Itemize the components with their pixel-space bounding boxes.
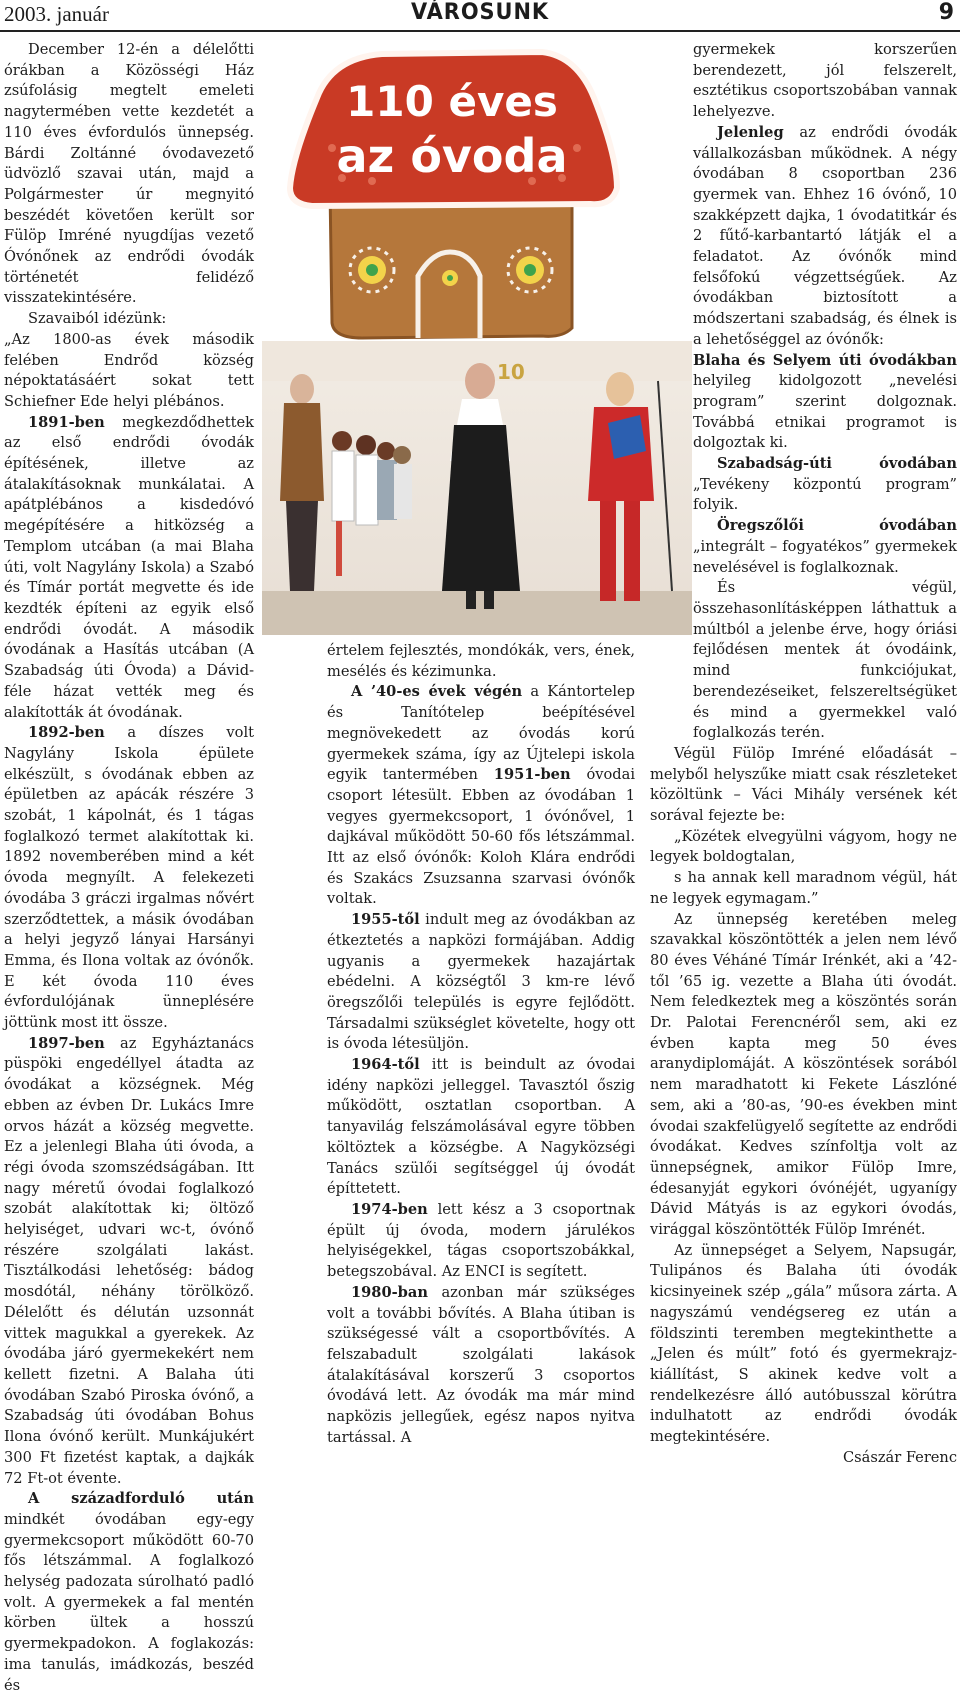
paragraph-text: azonban már szükséges volt a további bővítés. A Blaha útiban is szükségessé vált a csoportbővítés. A felszabadult szolgálati lakások átalakításával korszerű 3 csoportos óvodává lett. Az óvodák ma már mind napközis jellegűek, egész napos nyitva tartással. A	[327, 1283, 635, 1446]
paragraph: értelem fejlesztés, mondókák, vers, ének, mesélés és kézimunka.	[327, 642, 635, 680]
paragraph-text: a díszes volt Nagylány Iskola épülete elkészült, s óvodának ebben az épületben az apácák részére 3 szobát, 1 kápolnát, és 1 tágas foglalkozó termet alakítottak ki. 1892 novemberében mind a két óvoda megnyílt. A felekezeti óvodába 3 gráczi irgalmas nővért szerződtettek, a másik óvodában a helyi jegyző lányai Harsányi Emma, és Ilona voltak az óvónők. E két óvoda 110 éves évfordulójának ünneplésére jöttünk most itt össze.	[4, 724, 254, 1032]
year-highlight: 1964-től	[351, 1056, 420, 1074]
banner-digits: 10	[497, 360, 525, 384]
paragraph-text: itt is beindult az óvodai idény napközi jelleggel. Tavasztól őszig működött, osztatlan csoportban. A tanyavilág felszámolásával egyre többen költöztek a községbe. A Nagyközségi Tanács szülői segítséggel új óvodát építtetett.	[327, 1056, 635, 1198]
ceremony-photo	[262, 341, 692, 635]
year-highlight: 1974-ben	[351, 1200, 428, 1218]
paragraph-text: „integrált – fogyatékos” gyermekek nevelésével is foglalkoznak.	[693, 537, 957, 576]
page-header	[0, 0, 960, 30]
newspaper-title: VÁROSUNK	[410, 0, 550, 25]
year-highlight: 1980-ban	[351, 1283, 428, 1301]
paragraph	[4, 1489, 254, 1696]
paragraph	[4, 413, 254, 724]
poem-line: „Közétek elvegyülni vágyom, hogy ne legyek boldogtalan,	[650, 827, 957, 866]
paragraph	[4, 723, 254, 1034]
year-highlight: A századforduló után	[28, 1490, 254, 1508]
paragraph	[327, 1200, 635, 1283]
year-highlight: 1891-ben	[28, 413, 105, 431]
paragraph	[693, 123, 957, 351]
year-highlight: A ’40-es évek végén	[351, 683, 523, 701]
year-highlight: 1892-ben	[28, 724, 105, 742]
page-number: 9	[938, 0, 954, 25]
paragraph-text: helyileg kidolgozott „nevelési program” szerint dolgoznak. Továbbá etnikai programot is dolgoztak ki.	[693, 372, 957, 452]
kindergarten-highlight: Öregszőlői óvodában	[717, 517, 957, 535]
paragraph: Végül Fülöp Imréné előadását – melyből helyszűke miatt csak részleteket közöltünk – Váci Mihály versének két sorával fejezte be:	[650, 744, 957, 825]
article-column-1	[4, 40, 254, 1694]
paragraph: „Az 1800-as évek második felében Endrőd község népoktatásáért sokat tett Schiefner Ede helyi plébános.	[4, 330, 254, 410]
paragraph-text: az endrődi óvodák vállalkozásban működnek. A négy óvodában 8 csoportban 236 gyermek van. Ehhez 16 óvónő, 10 szakképzett dajka, 1 óvodatitkár és 2 fűtő-karbantartó látják el a feladatot. Az óvónők mind felsőfokú végzettségűek. Az óvodákban biztosított a módszertani szabadság, és élnek is a lehetőséggel az óvónők:	[693, 123, 957, 348]
author-signature: Császár Ferenc	[843, 1448, 957, 1466]
paragraph-text: indult meg az óvodákban az étkeztetés a napközi formájában. Addig ugyanis a gyermekek hazajártak ebédelni. A községtől 3 km-re lévő öregszőlői település is egyre fejlődött. Társadalmi szükséglet követelte, hogy ott is óvoda létesüljön.	[327, 911, 635, 1053]
kindergarten-highlight: Blaha és Selyem úti óvodákban	[693, 351, 957, 369]
gingerbread-house-image	[272, 38, 630, 343]
paragraph	[693, 351, 957, 455]
paragraph-text: lett kész a 3 csoportnak épült új óvoda, modern járulékos helyiségekkel, tágas csoportszobákkal, betegszobával. Az ENCI is segített.	[327, 1200, 635, 1281]
paragraph	[327, 1055, 635, 1200]
gingerbread-text-line2: az óvoda	[336, 129, 568, 183]
year-highlight: 1955-től	[351, 911, 420, 929]
paragraph: Az ünnepséget a Selyem, Napsugár, Tulipános és Balaha úti óvodák kicsinyeinek szép „gála” műsora zárta. A nagyszámú vendégsereg ez után a földszinti teremben megtekinthette a „Jelen és múlt” fotó és gyermekrajz-kiállítást, S akinek kedve volt a rendelkezésre álló autóbusszal körútra indulhatott az endrődi óvodák megtekintésére.	[650, 1241, 957, 1446]
year-highlight: 1897-ben	[28, 1034, 105, 1052]
paragraph-text: az Egyháztanács püspöki engedéllyel átadta az óvodákat a községnek. Még ebben az évben Dr. Lukács Imre orvos házát a község megvette. Ez a jelenlegi Blaha úti óvoda, a régi óvoda szomszédságában. Itt nagy méretű óvodai foglalkozó szobát alakítottak ki; öltöző helyiséget, udvari wc-t, óvónő részére szolgálati lakást. Tisztálkodási lehetőség: bádog mosdótál, néhány törölköző. Délelőtt és délután uzsonnát vittek magukkal a gyerekek. Az óvodába járó gyermekekért nem kellett fizetni. A Balaha úti óvodában Szabó Piroska óvónő, a Szabadság úti óvodában Bohus Ilona óvónő került. Munkájukért 300 Ft fizetést kaptak, a dajkák 72 Ft-ot évente.	[4, 1034, 254, 1487]
issue-date: 2003. január	[4, 2, 109, 26]
paragraph	[693, 454, 957, 516]
paragraph	[327, 1283, 635, 1449]
paragraph: December 12-én a délelőtti órákban a Közösségi Ház zsúfolásig megtelt emeleti nagytermében vette kezdetét a 110 éves évfordulós ünnepség. Bárdi Zoltánné óvodavezető üdvözlő szavai után, majd a Polgármester úr megnyitó beszédét követően került sor Fülöp Imréné nyugdíjas vezető Óvónőnek az endrődi óvodák történetét felidéző visszatekintésére.	[4, 41, 254, 307]
paragraph: Szavaiból idézünk:	[28, 310, 167, 328]
paragraph	[327, 910, 635, 1055]
paragraph	[327, 682, 635, 910]
year-highlight: Jelenleg	[717, 123, 784, 141]
article-column-2	[327, 641, 635, 1446]
kindergarten-highlight: Szabadság-úti óvodában	[717, 455, 957, 473]
header-rule	[0, 30, 960, 32]
paragraph	[693, 516, 957, 578]
gingerbread-text-line1: 110 éves	[346, 77, 558, 126]
paragraph-text: „Tevékeny központú program” folyik.	[693, 475, 957, 514]
year-highlight: 1951-ben	[493, 766, 571, 784]
paragraph-text: megkezdődhettek az első endrődi óvodák építésének, illetve az átalakításoknak munkálatai. A apátplébános a kisdedóvó megépítésére a hitközség a Templom utcában (a mai Blaha úti, volt Nagylány Iskola) a Szabó és Tímár portát megvette és ide kezdték építeni az egyik első endrődi óvodát. A második óvodának a Hasítás utcában (A Szabadság úti Óvoda) a Dávid-féle házat vették meg és alakították át óvodának.	[4, 413, 254, 721]
paragraph	[4, 1034, 254, 1489]
paragraph-text: a Kántortelep és Tanítótelep beépítésével megnövekedett az óvodás korú gyermekek száma, így az Újtelepi iskola egyik tantermében	[327, 683, 635, 784]
paragraph-text: óvodai csoport létesült. Ebben az óvodában 1 vegyes gyermekcsoport, 1 óvónővel, 1 dajkával működött 50-60 fős létszámmal. Itt az első óvónők: Koloh Klára endrődi és Szakács Zsuzsanna szarvasi óvónők voltak.	[327, 766, 635, 908]
paragraph: És végül, összehasonlításképpen láthattuk a múltból a jelenbe érve, hogy óriási fejlődésen mentek át óvodáink, mind funkciójukat, berendezéseiket, felszereltségüket és mind a gyermekkel való foglalkozás terén.	[693, 579, 957, 742]
article-column-3	[650, 40, 957, 1466]
poem-line: s ha annak kell maradnom végül, hát ne legyek egymagam.”	[650, 869, 957, 907]
paragraph: Az ünnepség keretében meleg szavakkal köszöntötték a jelen nem lévő 80 éves Véháné Tímár Irénkét, aki a ’42-től ’65 ig. vezette a Blaha úti óvodát. Nem feledkeztek meg a köszöntés során Dr. Palotai Ferencnéről sem, aki ez évben kapta meg 50 éves aranydiplomáját. A köszöntések sorából nem maradhatott ki Fekete Lászlóné sem, aki a ’80-as, ’90-es években mint óvodai szakfelügyelő segítette az endrődi óvodákat. Kedves színfoltja volt az ünnepségnek, amikor Fülöp Imre, édesanyját egykori óvónéjét, ugyanígy Dávid Mátyás is az egykori óvodás, virággal köszöntötték Fülöp Imrénét.	[650, 910, 957, 1239]
paragraph: gyermekek korszerűen berendezett, jól felszerelt, esztétikus csoportszobában vannak lehelyezve.	[693, 41, 957, 121]
paragraph-text: mindkét óvodában egy-egy gyermekcsoport működött 60-70 fős létszámmal. A foglalkozó helység padozata súrolható padló volt. A gyermekek a fal mentén körben ültek a hosszú gyermekpadokon. A foglakozás: ima tanulás, imádkozás, beszéd és	[4, 1510, 254, 1694]
icing-flower-door	[442, 270, 458, 286]
